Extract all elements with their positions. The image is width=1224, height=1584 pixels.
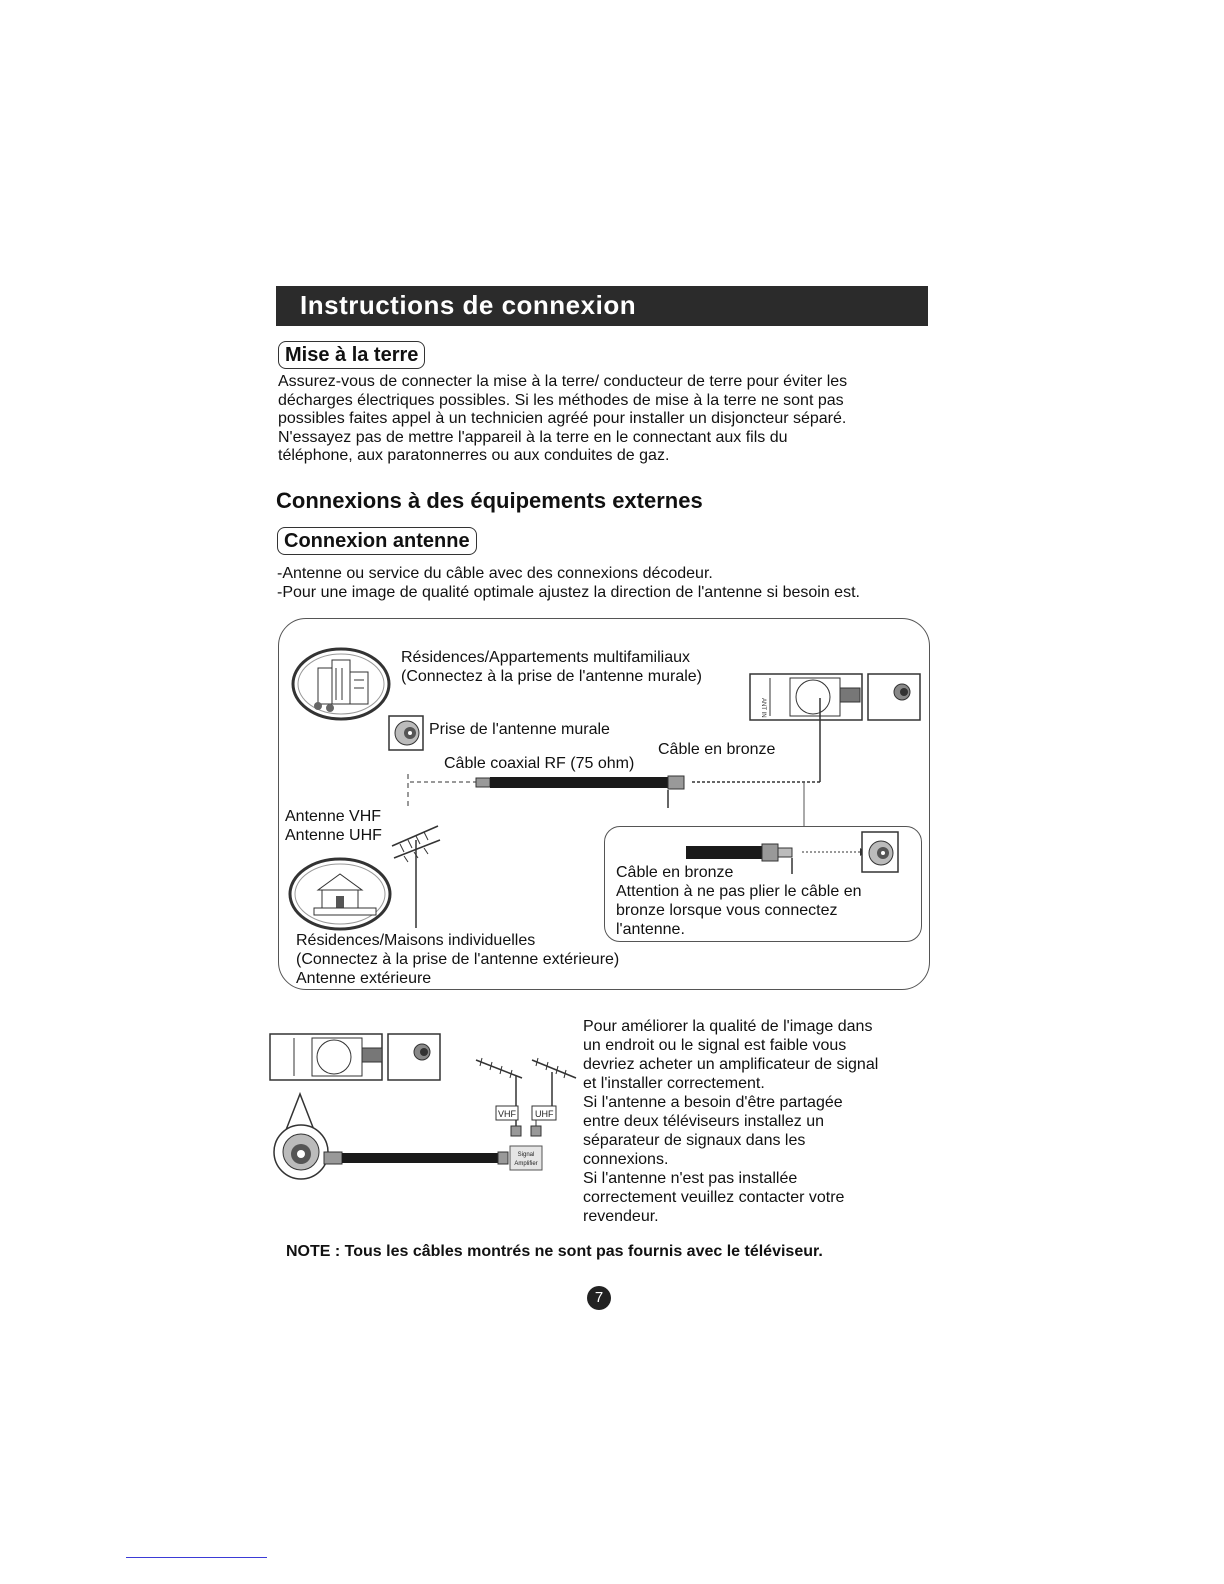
uhf-label: UHF <box>535 1109 554 1119</box>
multifamily-label: Résidences/Appartements multifamiliaux (Connectez à la prise de l'antenne murale) <box>401 649 702 685</box>
bronze-cable-label: Câble en bronze <box>658 741 776 758</box>
house-icon <box>290 859 390 929</box>
wall-jack-label: Prise de l'antenne murale <box>429 721 610 738</box>
note-text: NOTE : Tous les câbles montrés ne sont pas fournis avec le téléviseur. <box>286 1243 823 1260</box>
vhf-label: VHF <box>498 1109 516 1119</box>
grounding-text: Assurez-vous de connecter la mise à la terre/ conducteur de terre pour éviter les décharges électriques possibles. Si les méthodes de mise à la terre ne sont pas possibles faites appel à un technicien agréé pour installer un disjoncteur séparé. N'essayez pas de mettre l'appareil à la terre en le connectant aux fils du téléphone, aux paratonnerres ou aux conduites de gaz. <box>278 373 848 465</box>
page-number: 7 <box>587 1286 611 1310</box>
page-header: Instructions de connexion <box>276 286 928 326</box>
antenna-intro: -Antenne ou service du câble avec des connexions décodeur. -Pour une image de qualité optimale ajustez la direction de l'antenne si besoin est. <box>277 565 860 601</box>
wall-jack-icon <box>389 716 423 750</box>
amplifier-device-line1: Signal <box>517 1152 535 1158</box>
grounding-label: Mise à la terre <box>278 341 425 369</box>
rf-cable-label: Câble coaxial RF (75 ohm) <box>444 755 635 772</box>
callout-text: Câble en bronze Attention à ne pas plier le câble en bronze lorsque vous connectez l'antenne. <box>616 864 862 938</box>
footer-rule <box>126 1557 267 1558</box>
amplifier-device-line2: Amplifier <box>514 1161 538 1167</box>
tv-back-panel-icon <box>750 674 920 720</box>
rf-coax-cable <box>476 776 684 808</box>
antenna-label: Connexion antenne <box>277 527 477 555</box>
apartment-building-icon <box>293 649 389 719</box>
signal-amplifier-icon <box>510 1146 542 1170</box>
amplifier-text: Pour améliorer la qualité de l'image dans un endroit ou le signal est faible vous devriez acheter un amplificateur de signal et l'installer correctement. Si l'antenne a besoin d'être partagée entre deux téléviseurs installez un séparateur de signaux dans les connexions. Si l'antenne n'est pas installée correctement veuillez contacter votre revendeur. <box>583 1018 879 1225</box>
amplifier-antennas-icon <box>476 1058 576 1136</box>
magnified-connector-icon <box>274 1094 508 1179</box>
ant-in-text: ANT IN <box>760 698 766 718</box>
antenna-types-label: Antenne VHF Antenne UHF <box>285 808 382 844</box>
external-section-title: Connexions à des équipements externes <box>276 488 703 513</box>
amplifier-tv-panel-icon <box>270 1034 440 1080</box>
single-family-label: Résidences/Maisons individuelles (Connectez à la prise de l'antenne extérieure) Antenne extérieure <box>296 932 620 987</box>
